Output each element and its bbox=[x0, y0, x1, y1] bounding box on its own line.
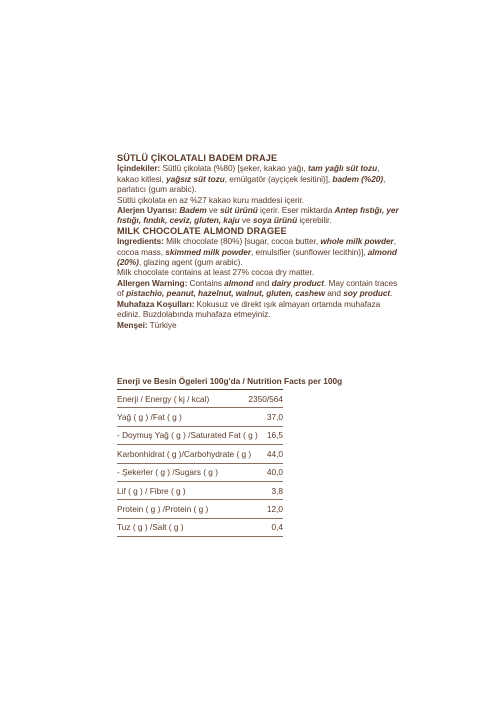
allergen-label-tr: Alerjen Uyarısı: bbox=[117, 205, 178, 216]
allergen-text: içerir. Eser miktarda bbox=[257, 205, 335, 216]
ingredient-highlight: almond (20%) bbox=[117, 246, 397, 268]
nutrition-row-fat bbox=[117, 407, 283, 425]
nutrient-label: Tuz ( g ) /Salt ( g ) bbox=[117, 522, 184, 533]
nutrient-value: 3,8 bbox=[271, 485, 283, 496]
nutrient-label: - Doymuş Yağ ( g ) /Saturated Fat ( g ) bbox=[117, 430, 258, 441]
nutrient-label: - Şekerler ( g ) /Sugars ( g ) bbox=[117, 467, 218, 478]
nutrition-row-protein bbox=[117, 499, 283, 517]
origin bbox=[117, 320, 403, 330]
ingredient-highlight: skimmed milk powder bbox=[165, 246, 252, 257]
ingredients-label-en: Ingredients: bbox=[117, 236, 164, 247]
ingredient-highlight: whole milk powder bbox=[320, 236, 394, 247]
allergen-text: . bbox=[390, 288, 393, 299]
ingredients-text: , kakao kitlesi, bbox=[117, 163, 380, 184]
allergen-text: . May contain traces of bbox=[117, 277, 398, 299]
product-label-text bbox=[117, 153, 403, 330]
ingredient-highlight: yağsız süt tozu bbox=[166, 173, 225, 184]
allergen-warning-en bbox=[117, 278, 403, 299]
allergen-highlight: süt ürünü bbox=[219, 205, 258, 216]
nutrient-label: Protein ( g ) /Protein ( g ) bbox=[117, 504, 209, 515]
ingredients-text: Milk chocolate (80%) [sugar, cocoa butter, bbox=[163, 236, 321, 247]
nutrition-row-carbohydrate bbox=[117, 444, 283, 462]
storage-conditions bbox=[117, 299, 403, 320]
nutrition-row-sugars bbox=[117, 463, 283, 481]
allergen-warning-tr bbox=[117, 205, 403, 226]
ingredients-en bbox=[117, 236, 403, 267]
ingredients-text: , emulsifier (sunflower lecithin)], bbox=[251, 246, 368, 257]
cocoa-content-en: Milk chocolate contains at least 27% cocoa dry matter. bbox=[117, 267, 314, 278]
ingredients-text: , glazing agent (gum arabic). bbox=[138, 257, 243, 268]
ingredients-text: , emülgatör (ayçiçek lesitini)], bbox=[224, 173, 333, 184]
storage-text: Kokusuz ve direkt ışık almayan ortamda muhafaza ediniz. Buzdolabında muhafaza etmeyiniz. bbox=[117, 298, 381, 320]
allergen-text: Contains bbox=[187, 277, 225, 288]
nutrition-row-saturated-fat bbox=[117, 426, 283, 444]
nutrient-value: 12,0 bbox=[266, 504, 283, 515]
nutrient-label: Yağ ( g ) /Fat ( g ) bbox=[117, 412, 182, 423]
allergen-text: and bbox=[253, 277, 272, 288]
ingredients-text: Sütlü çikolata (%80) [şeker, kakao yağı, bbox=[160, 163, 308, 174]
nutrient-value: 0,4 bbox=[271, 522, 283, 533]
nutrient-label: Lif ( g ) / Fibre ( g ) bbox=[117, 485, 186, 496]
product-title-tr: SÜTLÜ ÇİKOLATALI BADEM DRAJE bbox=[117, 153, 278, 163]
product-title-en: MILK CHOCOLATE ALMOND DRAGEE bbox=[117, 225, 287, 236]
nutrient-value: 2350/564 bbox=[248, 393, 283, 404]
allergen-highlight: dairy product bbox=[271, 277, 324, 288]
ingredient-highlight: badem (%20) bbox=[332, 173, 384, 184]
nutrient-value: 16,5 bbox=[266, 430, 283, 441]
allergen-highlight: pistachio, peanut, hazelnut, walnut, gluten, cashew bbox=[126, 288, 325, 299]
ingredients-tr bbox=[117, 163, 403, 194]
ingredients-label-tr: İçindekiler: bbox=[117, 163, 161, 174]
cocoa-content-tr: Sütlü çikolata en az %27 kakao kuru maddesi içerir. bbox=[117, 194, 304, 205]
allergen-highlight: soy product bbox=[343, 288, 391, 299]
storage-label: Muhafaza Koşulları: bbox=[117, 298, 195, 309]
allergen-highlight: Antep fıstığı, yer fıstığı, fındık, ceviz, gluten, kaju bbox=[117, 205, 399, 226]
nutrient-value: 44,0 bbox=[266, 448, 283, 459]
allergen-text: and bbox=[324, 288, 344, 299]
nutrition-row-energy bbox=[117, 389, 283, 407]
nutrient-label: Enerji / Energy ( kj / kcal) bbox=[117, 393, 210, 404]
origin-label: Menşei: bbox=[117, 319, 148, 330]
allergen-text: ve bbox=[239, 215, 253, 226]
allergen-label-en: Allergen Warning: bbox=[117, 277, 188, 288]
allergen-text: içerebilir. bbox=[297, 215, 332, 226]
ingredient-highlight: tam yağlı süt tozu bbox=[308, 163, 378, 174]
allergen-highlight: Badem bbox=[177, 205, 207, 216]
allergen-highlight: almond bbox=[224, 277, 254, 288]
nutrient-label: Karbonhidrat ( g )/Carbohydrate ( g ) bbox=[117, 448, 252, 459]
nutrition-table bbox=[117, 376, 343, 537]
origin-text: Türkiye bbox=[147, 319, 177, 330]
nutrition-row-fibre bbox=[117, 481, 283, 499]
allergen-text: ve bbox=[206, 205, 220, 216]
ingredients-text: , parlatıcı (gum arabic). bbox=[117, 173, 386, 195]
nutrient-value: 40,0 bbox=[266, 467, 283, 478]
ingredients-text: , cocoa mass, bbox=[117, 236, 396, 257]
nutrient-value: 37,0 bbox=[266, 412, 283, 423]
nutrition-header: Enerji ve Besin Ögeleri 100g'da / Nutrition Facts per 100g bbox=[117, 376, 343, 386]
nutrition-row-salt bbox=[117, 518, 283, 537]
allergen-highlight: soya ürünü bbox=[252, 215, 298, 226]
